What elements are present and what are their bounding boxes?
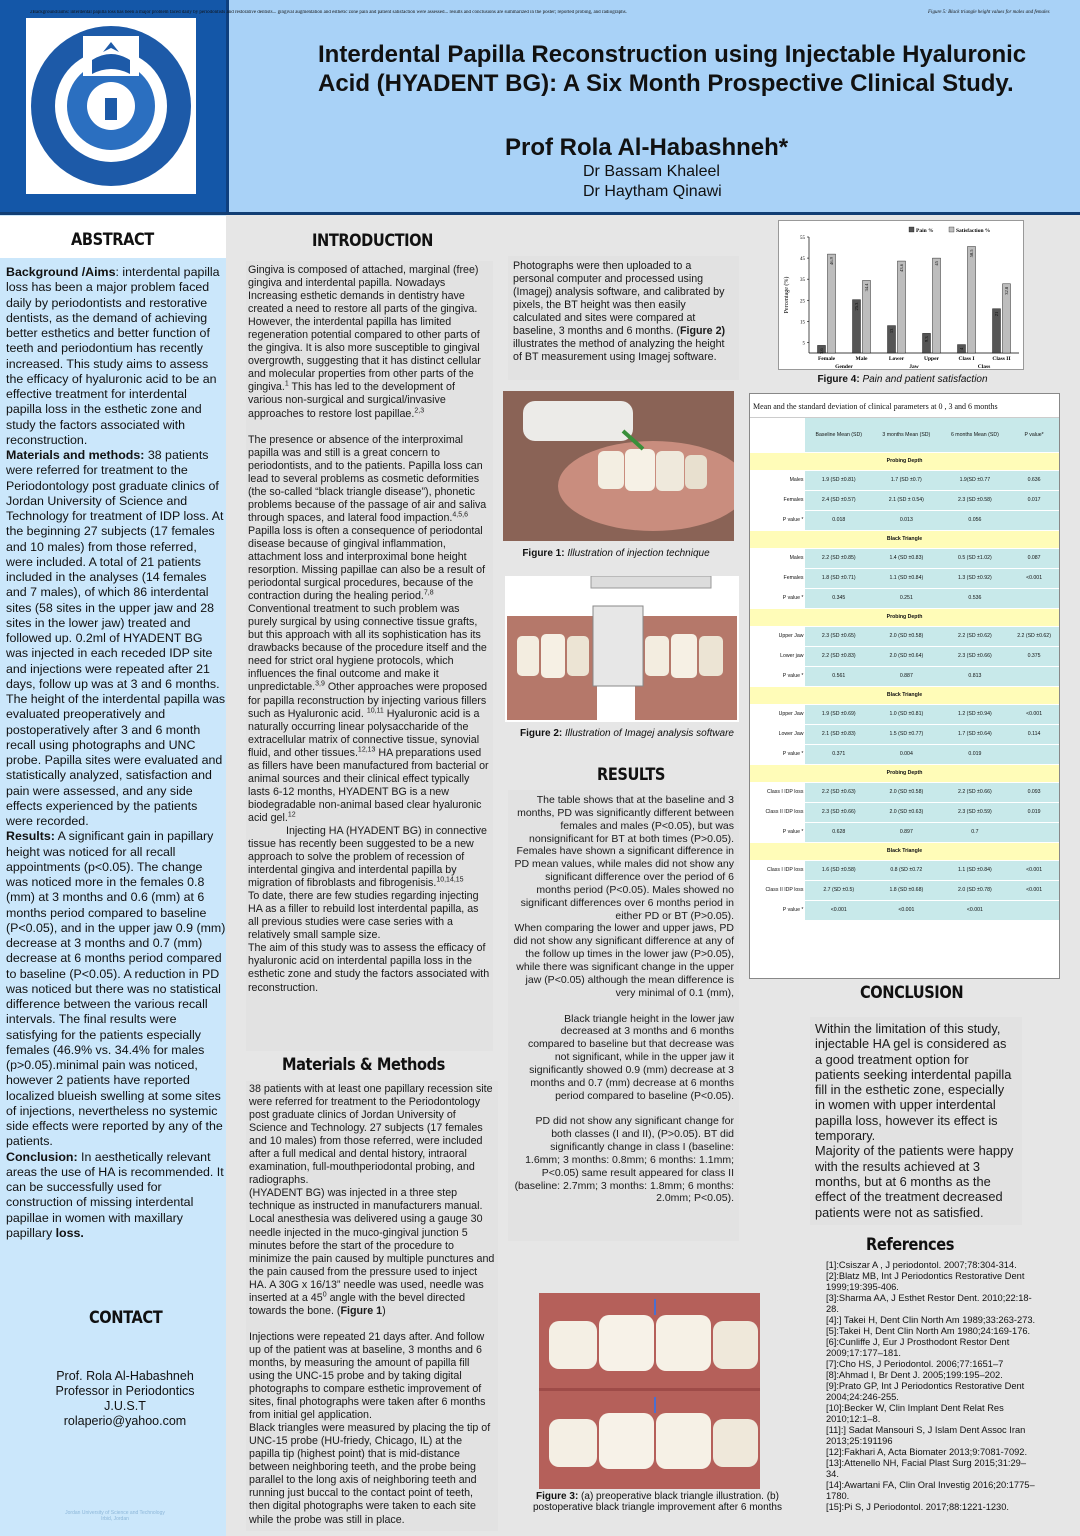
table-cell: <0.001 [805,900,872,920]
figure-2-link: Figure 2) [679,325,726,338]
clinical-parameters-table [749,393,1060,979]
abstract-title: ABSTRACT [71,230,154,250]
methods-paragraph-2 [249,1187,495,1317]
chart-y-tick-label: 55 [800,236,805,241]
abstract-results-label: Results: [6,829,55,844]
table-group-row [750,686,1059,704]
chart-data-label: 45 [934,261,939,266]
table-cell: 1.7 (SD ±0.7) [872,470,941,490]
chart-x-tick-label: Lower [888,356,905,362]
table-row [750,822,1059,842]
reference-item: [10]:Becker W, Clin Implant Dent Relat Res 2010;12:1–8. [826,1403,1004,1424]
table-cell: 0.371 [805,744,872,764]
figure-4-caption [780,374,1025,385]
conclusion-title: CONCLUSION [860,983,964,1003]
table-group-row [750,608,1059,626]
contact-footer: Jordan University of Science and Technology Irbid, Jordan [65,1510,165,1522]
table-row [750,860,1059,880]
table-group-label: Probing Depth [750,452,1059,470]
table-row-label: Males [750,548,805,568]
table-row-label: Class II IDP loss [750,880,805,900]
table-row-label: Class I IDP loss [750,860,805,880]
table-cell: 1.5 (SD ±0.77) [872,724,941,744]
figure-4-label: Figure 4: [817,374,860,385]
table-row-label: P value * [750,510,805,530]
table-cell [1009,666,1059,686]
table-row-label: Upper Jaw [750,626,805,646]
table-row-label: Upper Jaw [750,704,805,724]
results-title: RESULTS [597,765,666,785]
chart-x-tick-label: Female [817,356,836,362]
photo-text-p2: illustrates the method of analyzing the height of BT measurement using Imagej software. [513,338,725,364]
table-cell: 0.7 [941,822,1010,842]
figure-2-caption [512,728,742,740]
table-cell: 2.3 (SD ±0.58) [941,490,1010,510]
table-cell: <0.001 [1009,568,1059,588]
reference-item: [3]:Sharma AA, J Esthet Restor Dent. 2010;22:18-28. [826,1293,1032,1314]
chart-bar [933,258,941,353]
intro-ref: 4,5,6 [452,511,468,519]
table-cell: 0.019 [941,744,1010,764]
chart-bar [828,254,836,353]
table-row-label: Males [750,470,805,490]
figure-3-caption [515,1491,800,1513]
figure-1-caption [506,548,726,560]
table-cell: 1.4 (SD ±0.83) [872,548,941,568]
header-divider [226,0,229,214]
chart-x-tick-label: Class II [992,356,1011,362]
table-group-label: Probing Depth [750,608,1059,626]
table-group-label: Black Triangle [750,530,1059,548]
table-cell: 1.7 (SD ±0.64) [941,724,1010,744]
chart-bar [923,333,931,353]
table-row-label: P value * [750,666,805,686]
table-cell: 2.3 (SD ±0.59) [941,802,1010,822]
table-cell: 2.1 (SD ±0.83) [805,724,872,744]
table-row [750,646,1059,666]
intro-p1: Gingiva is composed of attached, marginal (free) gingiva and interdental papilla. Nowadays Increasing esthetic demands in dentistry have created a need to restore all parts of the gingiva. However, the interdental papilla has limited regeneration potential compared to other parts of the gingiva. It is also more susceptible to gingival overgrowth, suggesting that it has distinct cellular and molecular properties from other parts of the gingiva. [248,264,481,394]
injection-photo-illustration [503,391,734,541]
reference-item: [14]:Awartani FA, Clin Oral Investig 2016;20:1775–1780. [826,1480,1035,1501]
university-logo-icon [26,18,196,194]
table-cell: 1.1 (SD ±0.84) [872,568,941,588]
results-paragraph-4: PD did not show any significant change for both classes (I and II), (P>0.05). BT did significantly change in class I (baseline: 1.6mm; 3 months: 0.8mm; 6 months: 1.1mm; P<0.05) same result appeared for class II (baseline: 2.7mm; 3 months: 1.8mm; 6 months: 2.0mm; P<0.05). [514,1115,734,1205]
results-paragraph-1: The table shows that at the baseline and 3 months, PD was significantly different between females and males (P<0.05), but was nonsignificant for BT at both times (P>0.05). Females have shown a significant difference in PD mean values, while males did not show any significant difference over the period of 6 months period (P<0.05). Males showed no significant differences over 6 months period in either PD or BT (P>0.05). [514,794,734,922]
chart-legend-label: Satisfaction % [956,228,991,234]
table-row-label: Lower Jaw [750,724,805,744]
references-title: References [866,1235,954,1255]
reference-item: [13]:Attenello NH, Facial Plast Surg 2015;31:29–34. [826,1458,1027,1479]
poster-title: Interdental Papilla Reconstruction using Injectable Hyaluronic Acid (HYADENT BG): A Six Month Prospective Clinical Study. [318,41,1027,97]
table-row [750,704,1059,724]
table-row-label: Females [750,568,805,588]
table-cell: 1.9(SD ±0.77 [941,470,1010,490]
table-row [750,626,1059,646]
table-row [750,510,1059,530]
table-cell: 0.114 [1009,724,1059,744]
table-row [750,548,1059,568]
abstract-conclusion-label: Conclusion: [6,1149,78,1164]
reference-item: [1]:Csiszar A , J periodontol. 2007;78:304-314. [826,1260,1017,1270]
table-cell: 0.5 (SD ±1.02) [941,548,1010,568]
chart-data-label: 25.3 [854,302,859,311]
table-cell: 0.375 [1009,646,1059,666]
table-cell: 0.636 [1009,470,1059,490]
chart-bar [898,261,906,353]
methods-p2b: angle with the bevel directed towards the bone. ( [249,1291,466,1317]
chart-data-label: 13 [889,328,894,334]
introduction-title: INTRODUCTION [312,231,433,251]
table-cell: 1.6 (SD ±0.58) [805,860,872,880]
abstract-methods-label: Materials and methods: [6,448,145,462]
methods-paragraph-4: Black triangles were measured by placing the tip of UNC-15 probe (HU-friedy, Chicago, IL) at the papilla tip (highest point) that is mid-distance between neighboring teeth, and the probe being parallel to the long axis of neighboring teeth and running just buccal to the contact point of teeth, then digital photographs were taken to each site while the probe was still in place. [249,1422,491,1526]
figure-3-caption-text: (a) preoperative black triangle illustration. (b) postoperative black triangle improvement after 6 months [532,1491,782,1513]
methods-text [246,1081,498,1531]
table-cell: 1.9 (SD ±0.81) [805,470,872,490]
table-cell: 0.897 [872,822,941,842]
chart-data-label: 4 [959,347,964,350]
reference-item: [11]:] Sadat Mansouri S, J Islam Dent Assoc Iran 2013;25:191196 [826,1425,1026,1446]
table-row [750,568,1059,588]
table-row-label: P value * [750,588,805,608]
intro-ref: 10,11 [366,706,384,714]
contact-block [0,1369,250,1429]
intro-p4: Injecting HA (HYADENT BG) in connective tissue has recently been suggested to be a new approach to solve the problem of recession of interdental gingiva and interdental papilla by migration of fibroblasts and fibrogenisis. [248,824,487,890]
reference-item: [7]:Cho HS, J Periodontol. 2006;77:1651–7 [826,1359,1004,1369]
intro-paragraph-1 [248,264,491,421]
chart-data-label: 3.6 [819,348,824,355]
table-cell: 1.1 (SD ±0.84) [941,860,1010,880]
chart-legend-swatch [949,227,954,232]
table-row [750,900,1059,920]
reference-item: [5]:Takei H, Dent Clin North Am 1980;24:169-176. [826,1326,1031,1336]
reference-item: [8]:Ahmad I, Br Dent J. 2005;199:195–202. [826,1370,1003,1380]
chart-x-tick-label: Class I [958,356,975,362]
table-row [750,666,1059,686]
table-cell: 2.0 (SD ±0.78) [941,880,1010,900]
reference-item: [4]:] Takei H, Dent Clin North Am 1989;33:263-273. [826,1315,1036,1325]
chart-data-label: 43.6 [899,264,904,272]
top-strip-figure-text: Figure 5: Black triangle height values for males and females [928,10,1050,15]
table-header-cell [750,418,805,452]
top-strip-text: 2Background/aims: interdental papilla loss has been a major problem faced daily by periodontists and restorative dentists... gingival augmentation and esthetic zone pain and patient satisfaction were assessed... results and conclusions are summarized in the poster; reported probing, and radiographs. [30,10,627,15]
abstract-results: A significant gain in papillary height was noticed for all recall appointments (p<0.05). The change was noticed more in the females 0.8 (mm) at 3 months and 0.6 (mm) at 6 months period compared to baseline (P<0.05), and in the upper jaw 0.9 (mm) decrease at 3 months and 0.7 (mm) decrease at 6 months period compared to baseline (P<0.05). A reduction in PD was noticed but there was no statistical difference between the various recall intervals. The final results were satisfying for the patients especially females (46.9% vs. 34.4% for males (p>0.05).minimal pain was noticed, however 2 patients have reported localized blueish swelling at some sites of injections, nevertheless no systemic side effects were reported by any of the patients. [6,829,226,1149]
contact-institution: J.U.S.T [104,1399,146,1413]
table-cell: <0.001 [1009,880,1059,900]
table-row [750,470,1059,490]
table-cell: 2.2 (SD ±0.62) [1009,626,1059,646]
chart-y-tick-label: 15 [800,320,805,326]
table-cell: 0.019 [1009,802,1059,822]
table-header-cell: Baseline Mean (SD) [805,418,872,452]
chart-data-label: 9.3 [924,336,929,343]
table-header-row [750,418,1059,452]
table-cell: 0.004 [872,744,941,764]
table-group-row [750,452,1059,470]
reference-item: [9]:Prato GP, Int J Periodontics Restorative Dent 2004;24:246-255. [826,1381,1025,1402]
reference-item: [2]:Blatz MB, Int J Periodontics Restorative Dent 1999;19:395-406. [826,1271,1025,1292]
conclusion-paragraph-2: Majority of the patients were happy with the results achieved at 3 months, but at 6 months as the effect of the treatment decreased patients were not as satisfied. [815,1143,1014,1220]
table-group-row [750,530,1059,548]
contact-title: CONTACT [89,1308,163,1328]
figure-1-caption-text: Illustration of injection technique [564,548,710,559]
chart-y-tick-label: 5 [802,341,805,347]
intro-ref: 12 [287,811,296,819]
table-cell: 1.8 (SD ±0.71) [805,568,872,588]
table-row-label: Class II IDP loss [750,802,805,822]
table-cell [1009,510,1059,530]
intro-ref: 2,3 [414,406,425,414]
table-cell: 1.0 (SD ±0.81) [872,704,941,724]
intro-p3c: Hyaluronic acid is a naturally occurring linear polysaccharide of the extracellular matrix of connective tissue, synovial fluid, and other tissues. [248,707,480,759]
table-cell: 0.345 [805,588,872,608]
table-cell: 2.0 (SD ±0.58) [872,626,941,646]
photo-text-p1: Photographs were then uploaded to a personal computer and processed using (Imagej) analysis software, and calibrated by pixels, the BT height was then easily calculated and sites were compared at baseline, 3 months and 6 months. ( [513,260,725,338]
table-cell: <0.001 [1009,704,1059,724]
table-cell [1009,900,1059,920]
chart-svg [779,221,1025,371]
abstract-background-label: Background /Aims [6,265,116,279]
figure-2-label: Figure 2: [520,728,563,739]
contact-position: Professor in Periodontics [55,1384,195,1398]
imagej-screenshot-illustration [505,576,739,722]
chart-legend-label: Pain % [916,228,934,234]
table-group-row [750,764,1059,782]
table-cell: 0.813 [941,666,1010,686]
table-cell: 0.013 [872,510,941,530]
table-cell: 2.2 (SD ±0.66) [941,782,1010,802]
contact-email[interactable]: rolaperio@yahoo.com [63,1414,187,1428]
table-cell: <0.001 [1009,860,1059,880]
table-row-label: P value * [750,900,805,920]
table-row [750,782,1059,802]
chart-data-label: 32.8 [1004,286,1009,295]
table-cell: 0.018 [805,510,872,530]
table-cell: <0.001 [941,900,1010,920]
reference-item: [6]:Cunliffe J, Eur J Prosthodont Restor Dent 2009;17:177–181. [826,1337,1010,1358]
table-cell: 2.0 (SD ±0.58) [872,782,941,802]
table-group-row [750,842,1059,860]
degree-mark: 0 [322,1291,327,1299]
table-cell: 2.7 (SD ±0.5) [805,880,872,900]
figure-3-image [539,1293,760,1489]
conclusion-text [810,1017,1022,1225]
table-header-cell: 6 months Mean (SD) [941,418,1010,452]
table-cell: 0.561 [805,666,872,686]
reference-item: [15]:Pi S, J Periodontol. 2017;88:1221-1230. [826,1502,1009,1512]
intro-ref: 10,14,15 [436,876,464,884]
table-row [750,588,1059,608]
table-cell: 0.628 [805,822,872,842]
figure-4-caption-text: Pain and patient satisfaction [859,374,988,385]
coauthor-1: Dr Bassam Khaleel [583,163,720,180]
table-row [750,744,1059,764]
abstract-conclusion: In aesthetically relevant areas the use of HA is recommended. It can be successfully used for construction of missing interdental papillae in women with maxillary papillary [6,1149,224,1240]
table-cell: 2.3 (SD ±0.66) [941,646,1010,666]
intro-paragraph-2 [248,434,491,604]
references-list [826,1260,1036,1513]
data-table [750,418,1059,921]
university-logo [26,18,196,194]
table-cell: 0.093 [1009,782,1059,802]
table-cell: 0.887 [872,666,941,686]
chart-y-axis-label: Percentage (%) [784,276,790,314]
methods-paragraph-1: 38 patients with at least one papillary recession site were referred for treatment to the Periodontology post graduate clinics of Jordan University of Science and Technology. 27 subjects (17 females and 10 males) from those referred, were included after a full medical and dental history, intraoral examination, full-mouthperiodontal probing, and radiographs. [249,1083,493,1187]
table-cell: 2.4 (SD ±0.57) [805,490,872,510]
chart-data-label: 34.4 [864,283,869,292]
table-cell: 0.8 (SD ±0.72 [872,860,941,880]
chart-x-tick-label: Male [855,356,868,362]
results-paragraph-2: When comparing the lower and upper jaws, PD did not show any significant difference at any of the follow up times in the lower jaw (P>0.05), while there was significant change in the upper jaw (P<0.05) although the mean difference is very minimal of 0.1 (mm), [513,922,734,999]
table-cell: 0.251 [872,588,941,608]
table-cell: 0.536 [941,588,1010,608]
figure-1-label: Figure 1: [522,548,565,559]
intro-p3: Conventional treatment to such problem was purely surgical by using connective tissue grafts, but this approach with all its sophistication has its drawbacks because of the procedure itself and the need for strict oral hygiene protocols, which influences the final outcome and make it unpredictable. [248,603,487,694]
abstract-background: : interdental papilla loss has been a major problem faced daily by periodontists and restorative dentists, as the demand of achieving better esthetics and better function of teeth and periodontium has recently increased. This study aims to assess the efficacy of hyaluronic acid to be an effective treatment for interdental papilla loss in the esthetic zone and study the factors associated with reconstruction. [6,265,220,447]
table-caption: Mean and the standard deviation of clinical parameters at 0 , 3 and 6 months [750,394,1059,418]
results-paragraph-3: Black triangle height in the lower jaw decreased at 3 months and 6 months compared to baseline but that decrease was not significant, while in the upper jaw it significantly showed 0.9 (mm) decrease at 3 months and 0.7 (mm) decrease at 6 months period compared to baseline (P<0.05). [527,1012,734,1102]
intro-ref: 12,13 [357,746,376,754]
table-row [750,802,1059,822]
figure-2-image [505,576,739,722]
chart-legend-swatch [909,227,914,232]
table-cell [1009,744,1059,764]
intro-paragraph-3 [248,603,491,825]
chart-group-label: Gender [835,364,853,370]
table-cell: 1.3 (SD ±0.92) [941,568,1010,588]
results-text [508,790,739,1241]
chart-y-tick-label: 45 [800,257,805,263]
intro-paragraph-6: The aim of this study was to assess the efficacy of hyaluronic acid on interdental papilla loss in the esthetic zone and study the factors associated with reconstruction. [248,942,490,994]
table-cell: 2.2 (SD ±0.62) [941,626,1010,646]
chart-y-tick-label: 35 [800,278,805,284]
table-row-label: Class I IDP loss [750,782,805,802]
conclusion-paragraph-1: Within the limitation of this study, injectable HA gel is considered as a good treatment option for patients seeking interdental papilla fill in the esthetic zone, especially in women with upper interdental papilla loss, however its effect is temporary. [815,1021,1012,1144]
pain-satisfaction-chart [778,220,1024,370]
figure-2-caption-text: Illustration of Imagej analysis software [562,728,734,739]
chart-bar [968,246,976,353]
table-cell: <0.001 [872,900,941,920]
table-cell: 2.1 (SD ± 0.54) [872,490,941,510]
black-triangle-photos [539,1293,760,1489]
intro-ref: 3,9 [315,680,325,688]
figure-1-link: Figure 1 [340,1304,383,1317]
intro-p1b: This has led to the development of various non-surgical and surgical/invasive approaches to restore lost papillae. [248,381,455,420]
figure-1-image [503,391,734,541]
table-header-cell: P value* [1009,418,1059,452]
table-cell: 2.3 (SD ±0.66) [805,802,872,822]
intro-ref: 7,8 [423,589,434,597]
table-row-label: P value * [750,822,805,842]
table-cell: 2.0 (SD ±0.64) [872,646,941,666]
table-row [750,880,1059,900]
table-cell: 0.087 [1009,548,1059,568]
methods-title: Materials & Methods [282,1055,445,1075]
chart-data-label: 50.5 [969,249,974,258]
table-row [750,724,1059,744]
table-cell: 2.2 (SD ±0.63) [805,782,872,802]
table-row-label: P value * [750,744,805,764]
introduction-text [246,261,493,1051]
intro-ref: 1 [284,380,289,388]
table-cell: 1.2 (SD ±0.94) [941,704,1010,724]
table-cell: 1.9 (SD ±0.69) [805,704,872,724]
table-cell: 2.0 (SD ±0.63) [872,802,941,822]
methods-paragraph-3: Injections were repeated 21 days after. And follow up of the patient was at baseline, 3 months and 6 months, by measuring the amount of papilla fill using the UNC-15 probe and by taking digital photographs to compare esthetic improvement of sites, final photographs were taken after 6 months from initial gel application. [249,1330,486,1422]
chart-x-tick-label: Upper [924,356,939,362]
intro-paragraph-4 [248,825,491,890]
chart-group-label: Jaw [909,364,919,370]
chart-group-label: Class [977,364,991,370]
table-row-label: Lower jaw [750,646,805,666]
table-group-label: Black Triangle [750,686,1059,704]
table-cell: 1.8 (SD ±0.68) [872,880,941,900]
intro-paragraph-5: To date, there are few studies regarding injecting HA as a filler to rebuild lost interdental papilla, as all previous studies were case series with a relatively small sample size. [248,890,479,942]
coauthor-2: Dr Haytham Qinawi [583,183,722,200]
abstract-conclusion-end: loss. [55,1225,84,1240]
table-header-cell: 3 months Mean (SD) [872,418,941,452]
methods-p2: (HYADENT BG) was injected in a three step technique as instructed in manufacturers manual. Local anesthesia was delivered using a gauge 30 needle injected in the muco-gingival junction 5 minutes before the start of the procedure to minimize the pain caused by multiple punctures and the pain caused from the pressure used to inject HA. A 30G x 16/13” needle was used, needle was inserted at a 45 [249,1187,495,1304]
main-author: Prof Rola Al-Habashneh* [505,134,789,161]
figure-3-label: Figure 3: [536,1491,579,1502]
photo-analysis-text [508,256,739,380]
table-cell: 2.3 (SD ±0.65) [805,626,872,646]
contact-name: Prof. Rola Al-Habashneh [56,1369,194,1383]
table-cell: 2.2 (SD ±0.83) [805,646,872,666]
intro-p2: The presence or absence of the interproximal papilla was and still is a great concern to periodontists, and to the patients. Papilla loss can lead to several problems as cosmetic deformities (the so-called “black triangle disease”), phonetic problems because of the passage of air and saliva through spaces, and lateral food impaction. [248,433,487,524]
table-cell [1009,588,1059,608]
table-cell: 0.056 [941,510,1010,530]
table-row [750,490,1059,510]
reference-item: [12]:Fakhari A, Acta Biomater 2013;9:7081-7092. [826,1447,1028,1457]
chart-y-tick-label: 25 [800,299,805,305]
table-cell: 0.017 [1009,490,1059,510]
table-cell [1009,822,1059,842]
abstract-methods: 38 patients were referred for treatment to the Periodontology post graduate clinics of Jordan University of Science and Technology for treatment of IDP loss. At the beginning 27 subjects (17 females and 10 males) from those referred, were included. A total of 21 patients included in the analyses (14 females and 7 males), of which 86 interdental sites (58 sites in the upper jaw and 28 sites in the lower jaw) treated and followed up. 0.2ml of HYADENT BG was injected in each receded IDP site and injections were repeated after 21 days, follow up was at 3 and 6 months. The height of the interdental papilla was evaluated preoperatively and postoperatively after 3 and 6 month recall using photographs and UNC probe. Papilla sites were evaluated and statistically analyzed, satisfaction and pain were assessed, and any side effects experienced by the patients were recorded. [6,448,226,828]
table-row-label: Females [750,490,805,510]
abstract-text [6,265,226,1241]
intro-p2b: Papilla loss is often a consequence of periodontal disease because of gingival inflammation, attachment loss and interproximal bone height resorption. Missing papillae can also be a result of periodontal surgical procedures, because of the contraction during the healing period. [248,524,486,603]
table-cell: 2.2 (SD ±0.85) [805,548,872,568]
intro-p3b: Other approaches were proposed for papilla reconstruction by injecting various fillers such as Hyaluronic acid. [248,681,488,720]
chart-data-label: 21 [994,311,999,317]
intro-p3d: HA preparations used as fillers have been manufactured from bacterial or animal sources and their clinical effect typically lasts 6-12 months, HYADENT BG is a new biodegradable non-animal based clear hyaluronic acid gel. [248,746,489,824]
table-group-label: Black Triangle [750,842,1059,860]
table-group-label: Probing Depth [750,764,1059,782]
chart-data-label: 46.9 [829,257,834,265]
methods-p2c: ) [382,1304,386,1317]
